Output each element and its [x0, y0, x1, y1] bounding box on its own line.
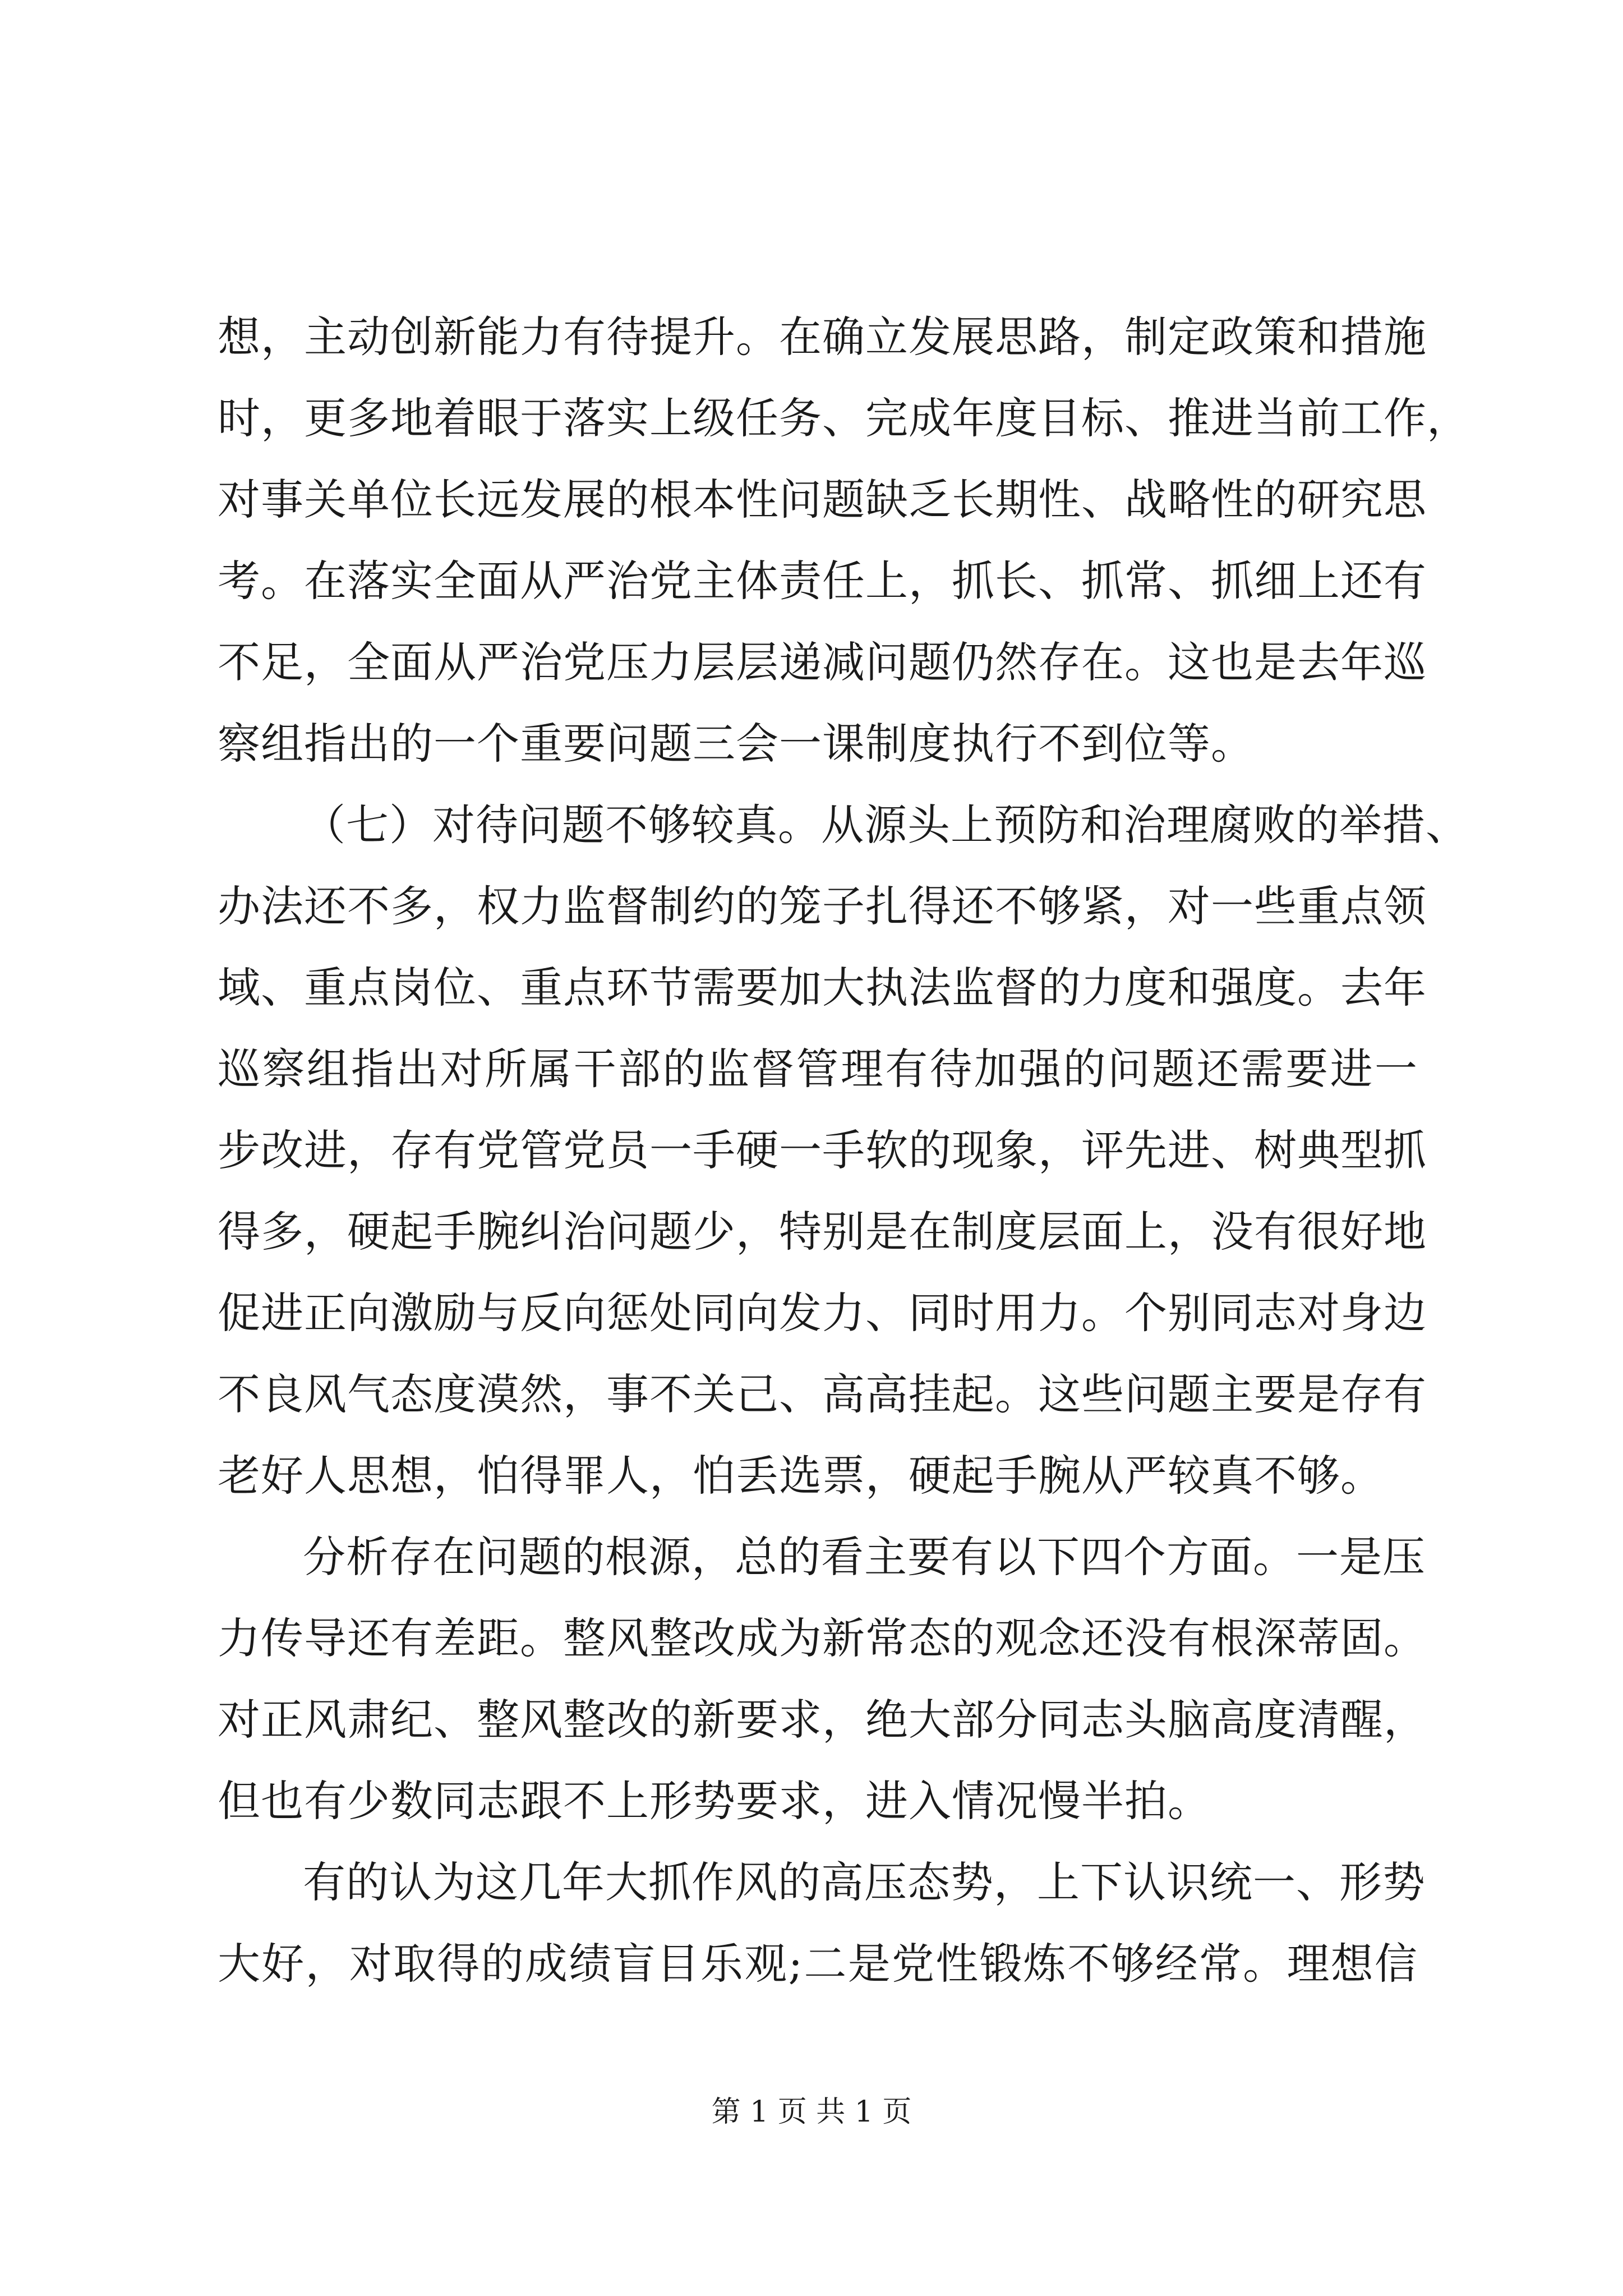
paragraph-heading-line: （七）对待问题不够较真。从源头上预防和治理腐败的举措、 [303, 800, 1469, 850]
text-line: 巡察组指出对所属干部的监督管理有待加强的问题还需要进一 [218, 1044, 1418, 1094]
text-line: 步改进，存有党管党员一手硬一手软的现象，评先进、树典型抓 [218, 1125, 1427, 1175]
text-line: 促进正向激励与反向惩处同向发力、同时用力。个别同志对身边 [218, 1288, 1427, 1338]
text-line: 想，主动创新能力有待提升。在确立发展思路，制定政策和措施 [218, 312, 1427, 362]
text-line: 对正风肃纪、整风整改的新要求，绝大部分同志头脑高度清醒， [218, 1695, 1427, 1745]
text-line: 老好人思想，怕得罪人，怕丢选票，硬起手腕从严较真不够。 [218, 1451, 1384, 1501]
text-line: 办法还不多，权力监督制约的笼子扎得还不够紧，对一些重点领 [218, 881, 1427, 931]
text-line: 力传导还有差距。整风整改成为新常态的观念还没有根深蒂固。 [218, 1613, 1427, 1663]
text-line: 不足，全面从严治党压力层层递减问题仍然存在。这也是去年巡 [218, 637, 1427, 687]
text-line: 但也有少数同志跟不上形势要求，进入情况慢半拍。 [218, 1776, 1211, 1826]
document-body [218, 296, 1470, 2004]
text-line: 考。在落实全面从严治党主体责任上，抓长、抓常、抓细上还有 [218, 556, 1427, 606]
text-line: 时，更多地着眼于落实上级任务、完成年度目标、推进当前工作， [218, 393, 1470, 443]
text-line: 大好，对取得的成绩盲目乐观;二是党性锻炼不够经常。理想信 [218, 1939, 1418, 1989]
text-line: 对事关单位长远发展的根本性问题缺乏长期性、战略性的研究思 [218, 475, 1427, 524]
text-line: 得多，硬起手腕纠治问题少，特别是在制度层面上，没有很好地 [218, 1207, 1427, 1257]
text-line: 察组指出的一个重要问题三会一课制度执行不到位等。 [218, 719, 1254, 769]
text-line: 有的认为这几年大抓作风的高压态势，上下认识统一、形势 [303, 1857, 1426, 1907]
text-line: 不良风气态度漠然，事不关己、高高挂起。这些问题主要是存有 [218, 1369, 1427, 1419]
page-footer: 第 1 页 共 1 页 [711, 2095, 912, 2129]
text-line: 域、重点岗位、重点环节需要加大执法监督的力度和强度。去年 [218, 963, 1427, 1013]
text-line: 分析存在问题的根源，总的看主要有以下四个方面。一是压 [303, 1532, 1426, 1582]
